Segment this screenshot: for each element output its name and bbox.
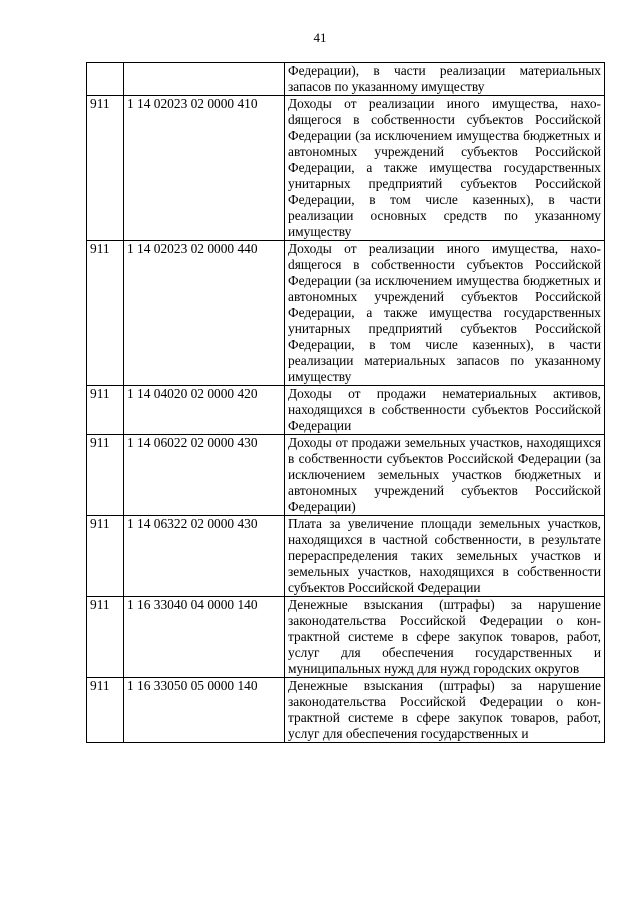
description-cell: Плата за увеличение площади земельных участков, находящихся в частной собственности, в результате перераспределения таких земельных участков и земельных участков, находящихся в собственности субъектов Российской Федерации xyxy=(285,516,605,597)
revenue-codes-table xyxy=(86,62,605,743)
table-row xyxy=(87,516,605,597)
admin-code-cell xyxy=(87,63,124,96)
description-cell: Доходы от продажи земельных участков, находящихся в собственности субъектов Российской Федерации (за исключением земельных участков бюджетных и автономных учреждений субъектов Российской Федерации) xyxy=(285,435,605,516)
table-row xyxy=(87,63,605,96)
description-cell: Федерации), в части реализации материальных запасов по указанному имуществу xyxy=(285,63,605,96)
budget-code-cell xyxy=(124,63,285,96)
budget-code-cell: 1 14 02023 02 0000 410 xyxy=(124,96,285,241)
admin-code-cell: 911 xyxy=(87,386,124,435)
table-row xyxy=(87,386,605,435)
page-number: 41 xyxy=(313,30,327,45)
table-row xyxy=(87,96,605,241)
admin-code-cell: 911 xyxy=(87,678,124,743)
admin-code-cell: 911 xyxy=(87,241,124,386)
table-row xyxy=(87,597,605,678)
admin-code-cell: 911 xyxy=(87,597,124,678)
table-row xyxy=(87,241,605,386)
admin-code-cell: 911 xyxy=(87,516,124,597)
description-cell: Доходы от реализации иного имущества, нахоdящегося в собственности субъектов Российской Федерации (за исключением имущества бюджетных и автономных учреждений субъектов Российской Федерации, а также имущества государственных унитарных предприятий субъектов Российской Федерации, в том числе казенных), в части реализации материальных запасов по указанному имуществу xyxy=(285,241,605,386)
description-cell: Денежные взыскания (штрафы) за нарушение законодательства Российской Федерации о контрактной системе в сфере закупок товаров, работ, услуг для обеспечения государственных и муниципальных нужд для нужд городских округов xyxy=(285,597,605,678)
budget-code-cell: 1 14 06322 02 0000 430 xyxy=(124,516,285,597)
description-cell: Доходы от продажи нематериальных активов, находящихся в собственности субъектов Российской Федерации xyxy=(285,386,605,435)
table-row xyxy=(87,678,605,743)
budget-code-cell: 1 16 33050 05 0000 140 xyxy=(124,678,285,743)
budget-code-cell: 1 14 04020 02 0000 420 xyxy=(124,386,285,435)
budget-code-cell: 1 16 33040 04 0000 140 xyxy=(124,597,285,678)
budget-code-cell: 1 14 06022 02 0000 430 xyxy=(124,435,285,516)
admin-code-cell: 911 xyxy=(87,96,124,241)
budget-code-cell: 1 14 02023 02 0000 440 xyxy=(124,241,285,386)
table-row xyxy=(87,435,605,516)
admin-code-cell: 911 xyxy=(87,435,124,516)
description-cell: Денежные взыскания (штрафы) за нарушение законодательства Российской Федерации о контрактной системе в сфере закупок товаров, работ, услуг для обеспечения государственных и xyxy=(285,678,605,743)
description-cell: Доходы от реализации иного имущества, нахоdящегося в собственности субъектов Российской Федерации (за исключением имущества бюджетных и автономных учреждений субъектов Российской Федерации, а также имущества государственных унитарных предприятий субъектов Российской Федерации, в том числе казенных), в части реализации основных средств по указанному имуществу xyxy=(285,96,605,241)
